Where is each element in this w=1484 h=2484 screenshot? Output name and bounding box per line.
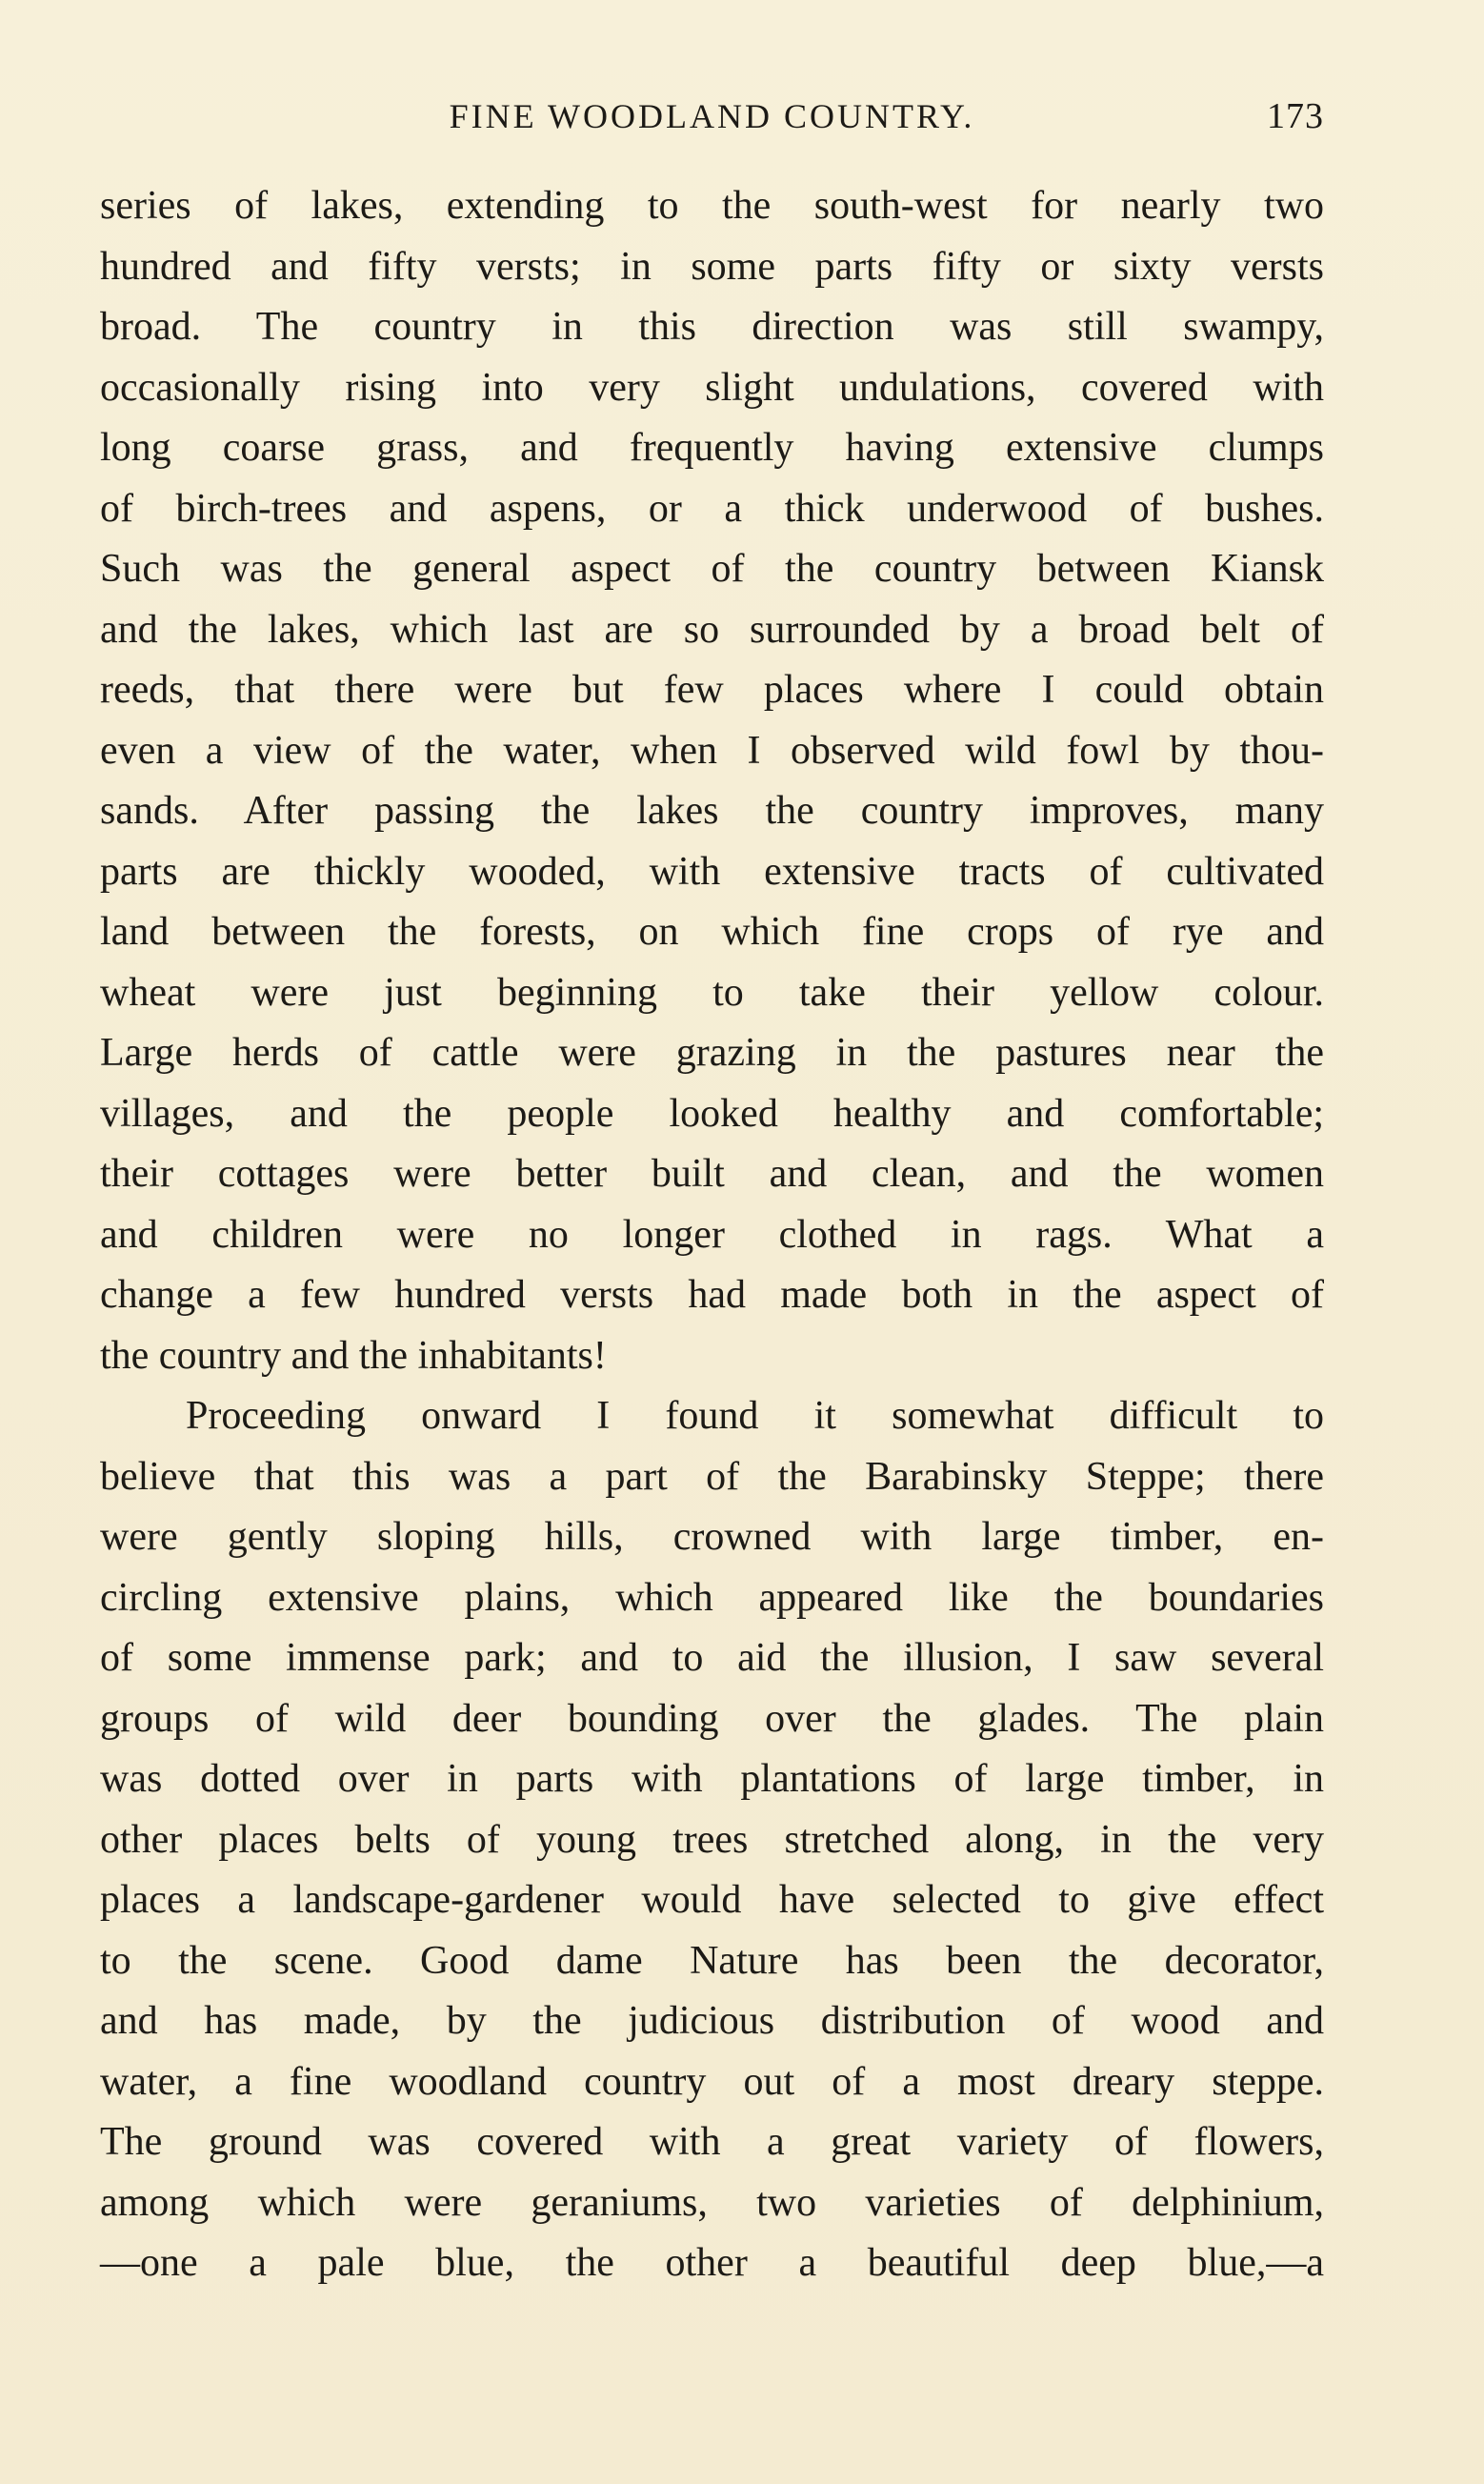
text-line: places a landscape-gardener would have selected to give effect [100,1878,1324,1922]
body-text [100,176,1324,2294]
text-line: Large herds of cattle were grazing in the pastures near the [100,1031,1324,1075]
text-line: The ground was covered with a great variety of flowers, [100,2120,1324,2164]
text-line: hundred and fifty versts; in some parts fifty or sixty versts [100,244,1324,289]
text-line: —one a pale blue, the other a beautiful deep blue,—a [100,2241,1324,2285]
text-line: broad. The country in this direction was still swampy, [100,305,1324,349]
text-line: among which were geraniums, two varieties of delphinium, [100,2180,1324,2225]
text-line: Such was the general aspect of the country between Kiansk [100,547,1324,591]
text-line: parts are thickly wooded, with extensive tracts of cultivated [100,849,1324,894]
text-line: and the lakes, which last are so surrounded by a broad belt of [100,607,1324,652]
text-line: land between the forests, on which fine crops of rye and [100,910,1324,954]
text-line: their cottages were better built and clean, and the women [100,1152,1324,1196]
text-line: series of lakes, extending to the south-west for nearly two [100,184,1324,228]
text-line: and children were no longer clothed in rags. What a [100,1212,1324,1257]
running-header [100,88,1324,145]
text-line: even a view of the water, when I observed wild fowl by thou- [100,728,1324,773]
text-line: wheat were just beginning to take their yellow colour. [100,970,1324,1015]
text-line: water, a fine woodland country out of a most dreary steppe. [100,2059,1324,2104]
text-line: other places belts of young trees stretched along, in the very [100,1817,1324,1862]
text-line: of birch-trees and aspens, or a thick underwood of bushes. [100,486,1324,531]
text-line: circling extensive plains, which appeared like the boundaries [100,1575,1324,1620]
text-line: occasionally rising into very slight undulations, covered with [100,365,1324,410]
text-line: long coarse grass, and frequently having extensive clumps [100,426,1324,470]
text-line: to the scene. Good dame Nature has been the decorator, [100,1938,1324,1983]
text-line: and has made, by the judicious distribution of wood and [100,1999,1324,2043]
text-line: groups of wild deer bounding over the glades. The plain [100,1696,1324,1741]
page-number: 173 [1267,96,1324,136]
text-line: reeds, that there were but few places where I could obtain [100,668,1324,712]
text-line: sands. After passing the lakes the country improves, many [100,789,1324,833]
text-line: were gently sloping hills, crowned with large timber, en- [100,1515,1324,1559]
text-line: change a few hundred versts had made both in the aspect of [100,1273,1324,1317]
paragraph-first-line: Proceeding onward I found it somewhat difficult to [186,1394,1324,1438]
running-title: FINE WOODLAND COUNTRY. [449,97,975,135]
text-line: was dotted over in parts with plantations of large timber, in [100,1757,1324,1801]
paragraph-last-line: the country and the inhabitants! [100,1333,607,1378]
text-line: of some immense park; and to aid the illusion, I saw several [100,1636,1324,1680]
text-line: believe that this was a part of the Barabinsky Steppe; there [100,1454,1324,1499]
text-line: villages, and the people looked healthy and comfortable; [100,1091,1324,1136]
